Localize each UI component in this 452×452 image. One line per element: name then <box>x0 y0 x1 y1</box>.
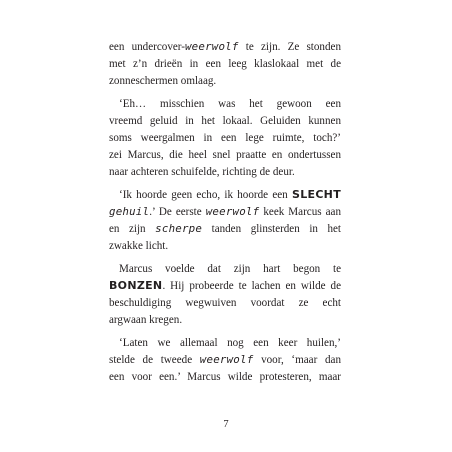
text-line <box>109 73 341 90</box>
decorative-word: gehuil <box>109 205 150 219</box>
text-line <box>109 238 341 255</box>
text-line <box>109 39 341 56</box>
text-line <box>109 164 341 181</box>
text-line <box>109 312 341 329</box>
text-segment: ‘Ik hoorde geen echo, ik hoorde een <box>119 189 292 202</box>
text-line <box>109 147 341 164</box>
paragraph <box>109 187 341 255</box>
text-segment: beschuldiging wegwuiven voordat ze echt <box>109 296 341 309</box>
text-line <box>109 369 341 386</box>
emphasis-word: BONZEN <box>109 279 163 293</box>
paragraph <box>109 261 341 329</box>
text-line <box>109 130 341 147</box>
decorative-word: weerwolf <box>199 353 254 367</box>
decorative-word: weerwolf <box>205 205 260 219</box>
text-segment: .’ De eerste <box>149 206 206 219</box>
emphasis-word: SLECHT <box>291 188 341 202</box>
text-segment: Marcus voelde dat zijn hart begon te <box>119 263 341 276</box>
text-segment: soms weergalmen in een lege ruimte, toch?’ <box>109 131 341 144</box>
text-line <box>109 187 341 204</box>
text-segment: tanden glinsterden in het <box>202 222 341 235</box>
text-segment: een voor een.’ Marcus wilde protesteren, maar <box>109 371 341 384</box>
text-segment: een undercover- <box>109 41 185 53</box>
text-segment: zonneschermen omlaag. <box>109 74 217 87</box>
paragraph <box>109 335 341 386</box>
text-segment: zei Marcus, die heel snel praatte en ondertussen <box>109 148 341 161</box>
paragraph <box>109 39 341 90</box>
decorative-word: scherpe <box>155 221 203 235</box>
text-segment: stelde de tweede <box>109 354 200 367</box>
text-segment: . Hij probeerde te lachen en wilde de <box>162 280 341 293</box>
text-segment: te zijn. Ze stonden <box>238 41 341 53</box>
text-line <box>109 278 341 295</box>
text-segment: en zijn <box>109 222 156 235</box>
text-segment: vreemd geluid in het lokaal. Geluiden kunnen <box>109 115 341 128</box>
text-segment: argwaan kregen. <box>109 313 183 326</box>
text-line <box>109 221 341 238</box>
text-segment: keek Marcus aan <box>259 206 341 219</box>
text-segment: ‘Laten we allemaal nog een keer huilen,’ <box>119 337 341 350</box>
text-line <box>109 295 341 312</box>
text-segment: ‘Eh… misschien was het gewoon een <box>119 98 341 111</box>
page-number: 7 <box>223 419 229 430</box>
text-line <box>109 335 341 352</box>
text-line <box>109 352 341 369</box>
text-segment: zwakke licht. <box>109 239 169 252</box>
body-text <box>109 39 341 386</box>
text-line <box>109 96 341 113</box>
text-segment: voor, ‘maar dan <box>253 354 341 367</box>
text-line <box>109 204 341 221</box>
paragraph <box>109 96 341 180</box>
text-segment: naar achteren schuifelde, richting de deur. <box>109 165 295 178</box>
text-line <box>109 56 341 73</box>
text-line <box>109 261 341 278</box>
text-line <box>109 113 341 130</box>
text-segment: met z’n drieën in een leeg klaslokaal met de <box>109 57 341 70</box>
decorative-word: weerwolf <box>184 40 239 53</box>
